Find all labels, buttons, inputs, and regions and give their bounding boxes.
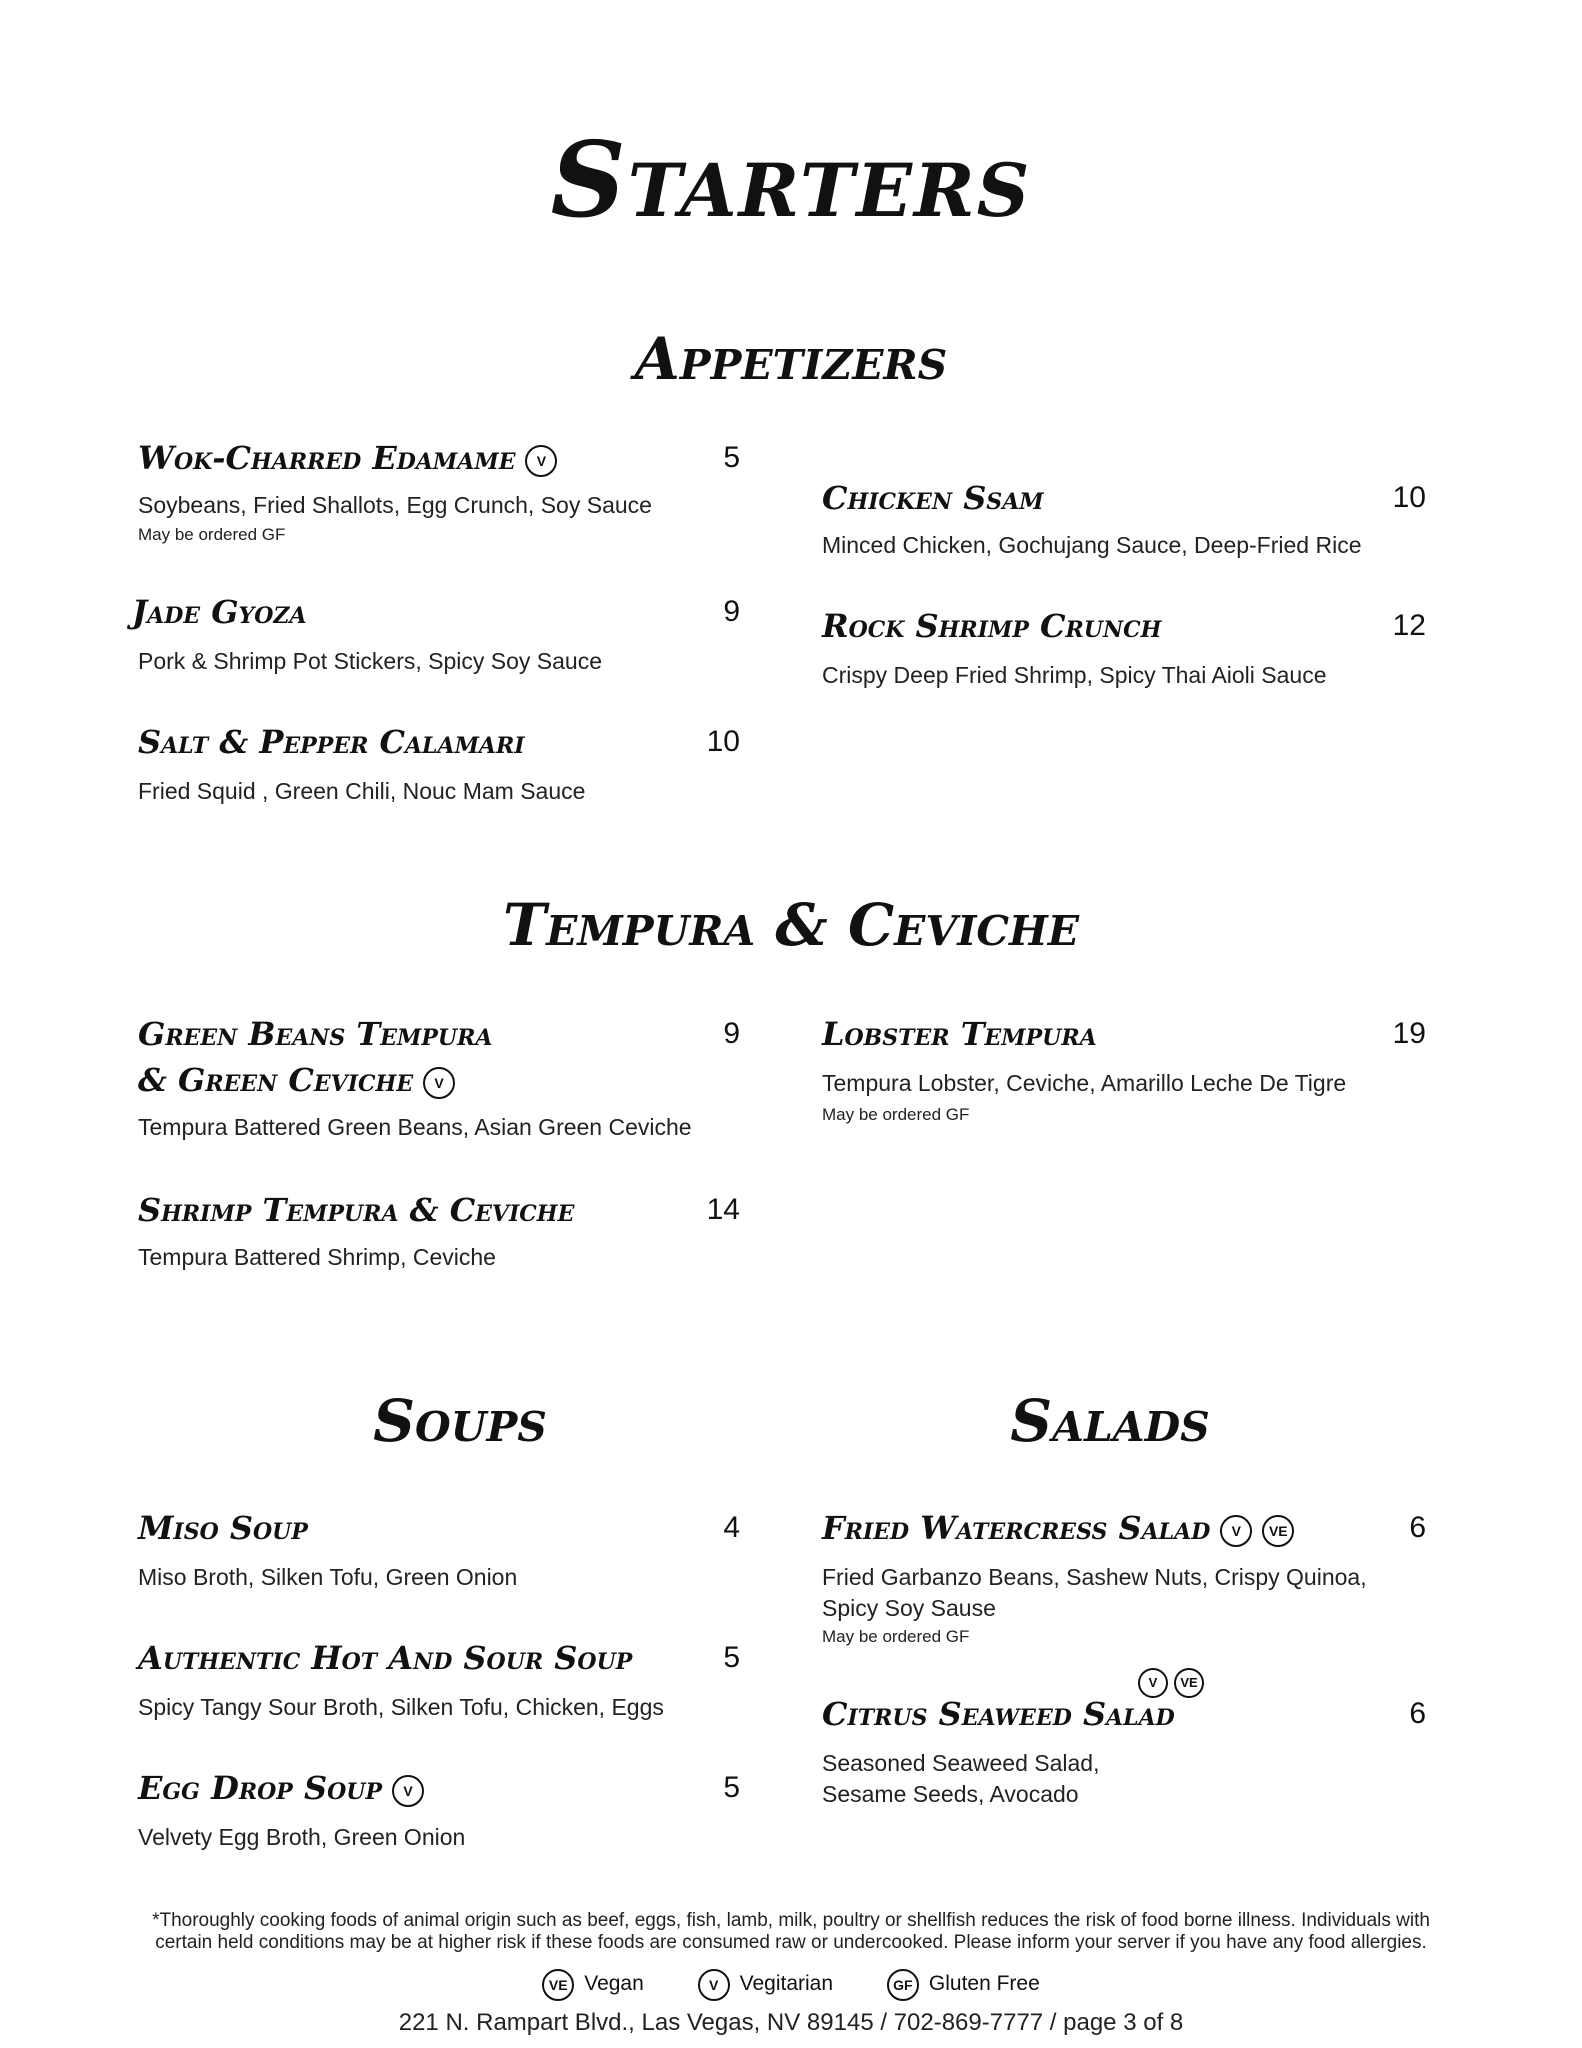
menu-item-description: Sesame Seeds, Avocado — [822, 1781, 1079, 1807]
menu-item-description: Fried Garbanzo Beans, Sashew Nuts, Crispy Quinoa, — [822, 1564, 1367, 1590]
section-title-appetizers: Appetizers — [634, 325, 948, 393]
menu-item-name: Shrimp Tempura & Ceviche — [138, 1191, 575, 1229]
vegetarian-badge-icon: V — [1138, 1668, 1168, 1698]
menu-item-name: Rock Shrimp Crunch — [822, 607, 1162, 645]
menu-item-name: Miso Soup — [138, 1509, 308, 1547]
menu-item-description: Minced Chicken, Gochujang Sauce, Deep-Fried Rice — [822, 532, 1362, 558]
menu-item-price: 9 — [723, 1017, 740, 1050]
menu-item-price: 4 — [723, 1511, 740, 1544]
menu-item-description: Spicy Soy Sause — [822, 1595, 996, 1621]
menu-item-price: 6 — [1409, 1697, 1426, 1730]
legend-gluten-free: GF Gluten Free — [887, 1968, 1040, 2000]
page-title: Starters — [550, 118, 1032, 241]
menu-item-price: 9 — [723, 595, 740, 628]
vegetarian-badge-icon: V — [1220, 1515, 1252, 1547]
dietary-legend — [0, 1968, 1582, 2001]
menu-item-price: 6 — [1409, 1511, 1426, 1544]
menu-item-name: Green Beans Tempura — [138, 1015, 493, 1053]
menu-item-description: Velvety Egg Broth, Green Onion — [138, 1824, 466, 1850]
menu-item-description: Seasoned Seaweed Salad, — [822, 1750, 1100, 1776]
menu-item-name: Jade Gyoza — [132, 593, 307, 631]
section-title-tempura-ceviche: Tempura & Ceviche — [502, 891, 1080, 959]
menu-item-name: Egg Drop Soup V — [138, 1768, 424, 1808]
menu-item-name: Wok-Charred Edamame V — [138, 438, 557, 478]
allergy-disclaimer: *Thoroughly cooking foods of animal origin such as beef, eggs, fish, lamb, milk, poultry or shellfish reduces the risk of food borne illness. Individuals with certain held conditions may be at higher risk if these foods are consumed raw or undercooked. Please inform your server if you have any food allergies. — [152, 1910, 1430, 1953]
vegan-badge-icon: VE — [1174, 1668, 1204, 1698]
menu-item-description: Pork & Shrimp Pot Stickers, Spicy Soy Sauce — [138, 648, 603, 674]
menu-item-name: Citrus Seaweed Salad — [822, 1695, 1175, 1733]
menu-item-price: 19 — [1392, 1017, 1426, 1050]
vegetarian-badge-icon: V — [423, 1067, 455, 1099]
footer-address: 221 N. Rampart Blvd., Las Vegas, NV 89145 / 702-869-7777 / page 3 of 8 — [398, 2009, 1184, 2036]
menu-item-name: Lobster Tempura — [822, 1015, 1097, 1053]
menu-item-price: 5 — [723, 1641, 740, 1674]
legend-vegan: VE Vegan — [542, 1968, 644, 2000]
menu-item-note: May be ordered GF — [138, 525, 286, 544]
menu-item-price: 14 — [706, 1193, 740, 1226]
vegetarian-badge-icon: V — [525, 445, 557, 477]
menu-item-description: Tempura Lobster, Ceviche, Amarillo Leche De Tigre — [822, 1070, 1347, 1096]
menu-item-price: 12 — [1392, 609, 1426, 642]
vegan-badge-icon: VE — [542, 1969, 574, 2001]
menu-item-price: 10 — [1392, 481, 1426, 514]
vegetarian-badge-icon: V — [392, 1775, 424, 1807]
menu-item-name: Fried Watercress Salad V VE — [822, 1508, 1294, 1548]
menu-item-price: 10 — [706, 725, 740, 758]
menu-item-description: Tempura Battered Green Beans, Asian Green Ceviche — [138, 1114, 692, 1140]
menu-item-note: May be ordered GF — [822, 1627, 970, 1646]
menu-item-description: Miso Broth, Silken Tofu, Green Onion — [138, 1564, 518, 1590]
section-title-salads: Salads — [1010, 1387, 1210, 1455]
menu-item-description: Fried Squid , Green Chili, Nouc Mam Sauce — [138, 778, 586, 804]
menu-item-price: 5 — [723, 1771, 740, 1804]
section-title-soups: Soups — [373, 1387, 547, 1455]
menu-item-note: May be ordered GF — [822, 1105, 970, 1124]
menu-item-description: Tempura Battered Shrimp, Ceviche — [138, 1244, 496, 1270]
menu-item-description: Soybeans, Fried Shallots, Egg Crunch, Soy Sauce — [138, 492, 652, 518]
menu-item-name: Salt & Pepper Calamari — [138, 723, 525, 761]
menu-item-name: Authentic Hot And Sour Soup — [138, 1639, 633, 1677]
menu-item-price: 5 — [723, 441, 740, 474]
menu-item-name: Chicken Ssam — [822, 479, 1044, 517]
menu-item-name: & Green Ceviche V — [138, 1060, 455, 1100]
vegetarian-badge-icon: V — [698, 1969, 730, 2001]
legend-vegetarian: V Vegitarian — [698, 1968, 833, 2000]
menu-item-description: Crispy Deep Fried Shrimp, Spicy Thai Aioli Sauce — [822, 662, 1327, 688]
vegan-badge-icon: VE — [1262, 1515, 1294, 1547]
menu-item-description: Spicy Tangy Sour Broth, Silken Tofu, Chicken, Eggs — [138, 1694, 664, 1720]
gluten-free-badge-icon: GF — [887, 1969, 919, 2001]
